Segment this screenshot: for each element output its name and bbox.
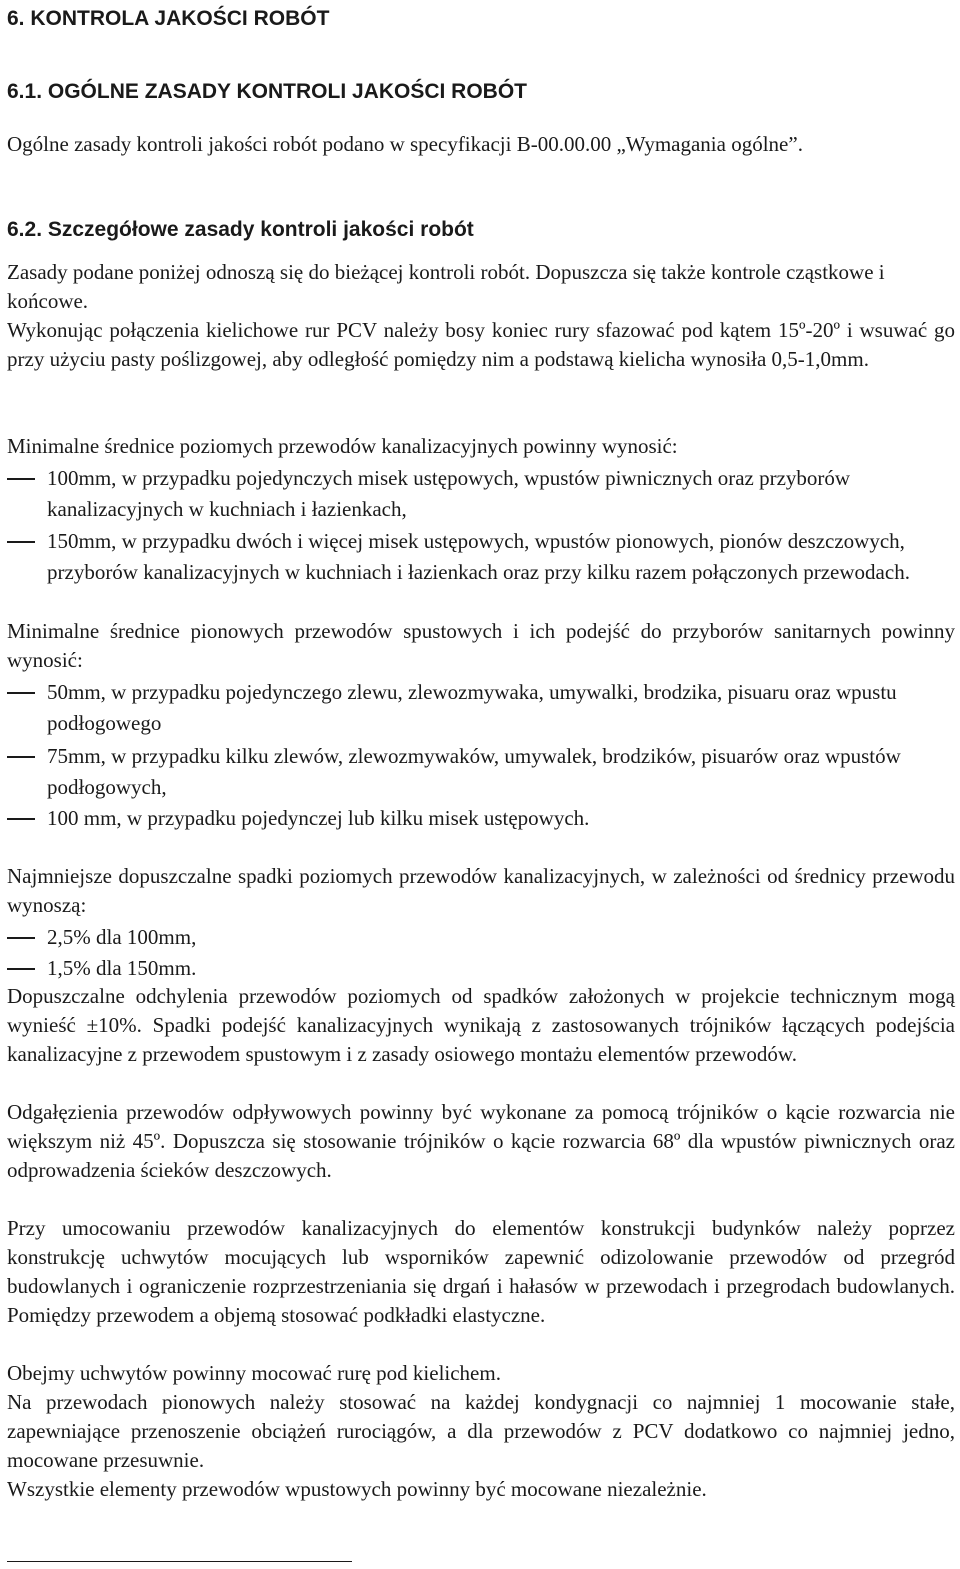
paragraph-vertical-diameters-intro: Minimalne średnice pionowych przewodów spustowych i ich podejść do przyborów sanitarnych powinny wynosić: — [7, 619, 955, 672]
list-item — [7, 953, 955, 984]
dash-bullet-icon — [7, 692, 35, 694]
paragraph-clamps: Obejmy uchwytów powinny mocować rurę pod kielichem. — [7, 1361, 501, 1385]
paragraph-horizontal-diameters-intro: Minimalne średnice poziomych przewodów kanalizacyjnych powinny wynosić: — [7, 434, 678, 458]
dash-bullet-icon — [7, 818, 35, 820]
section-heading-6-2: 6.2. Szczegółowe zasady kontroli jakości robót — [7, 218, 474, 241]
section-heading-6-1: 6.1. OGÓLNE ZASADY KONTROLI JAKOŚCI ROBÓT — [7, 80, 527, 103]
list-item — [7, 677, 955, 739]
list-item-text: 1,5% dla 150mm. — [47, 956, 197, 980]
list-item — [7, 526, 955, 588]
paragraph-branches: Odgałęzienia przewodów odpływowych powinny być wykonane za pomocą trójników o kącie rozwarcia nie większym niż 45º. Dopuszcza się stosowanie trójników o kącie rozwarcia 68º dla wpustów piwnicznych oraz odprowadzenia ścieków deszczowych. — [7, 1100, 955, 1182]
paragraph-scope: Zasady podane poniżej odnoszą się do bieżącej kontroli robót. Dopuszcza się także kontrole cząstkowe i końcowe. — [7, 260, 885, 313]
paragraph-mounting: Przy umocowaniu przewodów kanalizacyjnych do elementów konstrukcji budynków należy poprzez konstrukcję uchwytów mocujących lub wsporników zapewnić odizolowanie przewodów od przegród budowlanych i ograniczenie rozprzestrzeniania się drgań i hałasów w przewodach i przegrodach budowlanych. Pomiędzy przewodem a objemą stosować podkładki elastyczne. — [7, 1216, 955, 1327]
section-heading-6: 6. KONTROLA JAKOŚCI ROBÓT — [7, 7, 330, 30]
paragraph-vertical-pipes: Na przewodach pionowych należy stosować na każdej kondygnacji co najmniej 1 mocowanie stałe, zapewniające przenoszenie obciążeń rurociągów, a dla przewodów z PCV dodatkowo co najmniej jedno, mocowane przesuwnie. — [7, 1390, 955, 1472]
dash-bullet-icon — [7, 937, 35, 939]
list-item — [7, 803, 955, 834]
list-item-text: 100mm, w przypadku pojedynczych misek ustępowych, wpustów piwnicznych oraz przyborów kanalizacyjnych w kuchniach i łazienkach, — [47, 466, 851, 521]
list-item-text: 50mm, w przypadku pojedynczego zlewu, zlewozmywaka, umywalki, brodzika, pisuaru oraz wpustu podłogowego — [47, 680, 897, 735]
list-item-text: 150mm, w przypadku dwóch i więcej misek ustępowych, wpustów pionowych, pionów deszczowych, przyborów kanalizacyjnych w kuchniach i łazienkach oraz przy kilku razem połączonych przewodach. — [47, 529, 910, 584]
dash-bullet-icon — [7, 541, 35, 543]
list-item-text: 75mm, w przypadku kilku zlewów, zlewozmywaków, umywalek, brodzików, pisuarów oraz wpustów podłogowych, — [47, 744, 901, 799]
list-item — [7, 463, 955, 525]
paragraph-inlet-elements: Wszystkie elementy przewodów wpustowych powinny być mocowane niezależnie. — [7, 1477, 707, 1501]
paragraph-slopes-intro: Najmniejsze dopuszczalne spadki poziomych przewodów kanalizacyjnych, w zależności od średnicy przewodu wynoszą: — [7, 864, 955, 917]
footer-rule — [7, 1561, 352, 1562]
list-item-text: 2,5% dla 100mm, — [47, 925, 197, 949]
paragraph-deviations: Dopuszczalne odchylenia przewodów poziomych od spadków założonych w projekcie technicznym mogą wynieść ±10%. Spadki podejść kanalizacyjnych wynikają z zastosowanych trójników łączących podejścia kanalizacyjne z przewodem spustowym i z zasady osiowego montażu elementów przewodów. — [7, 984, 955, 1066]
list-item — [7, 922, 955, 953]
list-item — [7, 741, 955, 803]
list-item-text: 100 mm, w przypadku pojedynczej lub kilku misek ustępowych. — [47, 806, 590, 830]
paragraph-general-rules: Ogólne zasady kontroli jakości robót podano w specyfikacji B-00.00.00 „Wymagania ogólne”. — [7, 132, 803, 156]
dash-bullet-icon — [7, 478, 35, 480]
dash-bullet-icon — [7, 968, 35, 970]
paragraph-pvc-joints: Wykonując połączenia kielichowe rur PCV należy bosy koniec rury sfazować pod kątem 15º-20º i wsuwać go przy użyciu pasty poślizgowej, aby odległość pomiędzy nim a podstawą kielicha wynosiła 0,5-1,0mm. — [7, 318, 955, 371]
dash-bullet-icon — [7, 756, 35, 758]
